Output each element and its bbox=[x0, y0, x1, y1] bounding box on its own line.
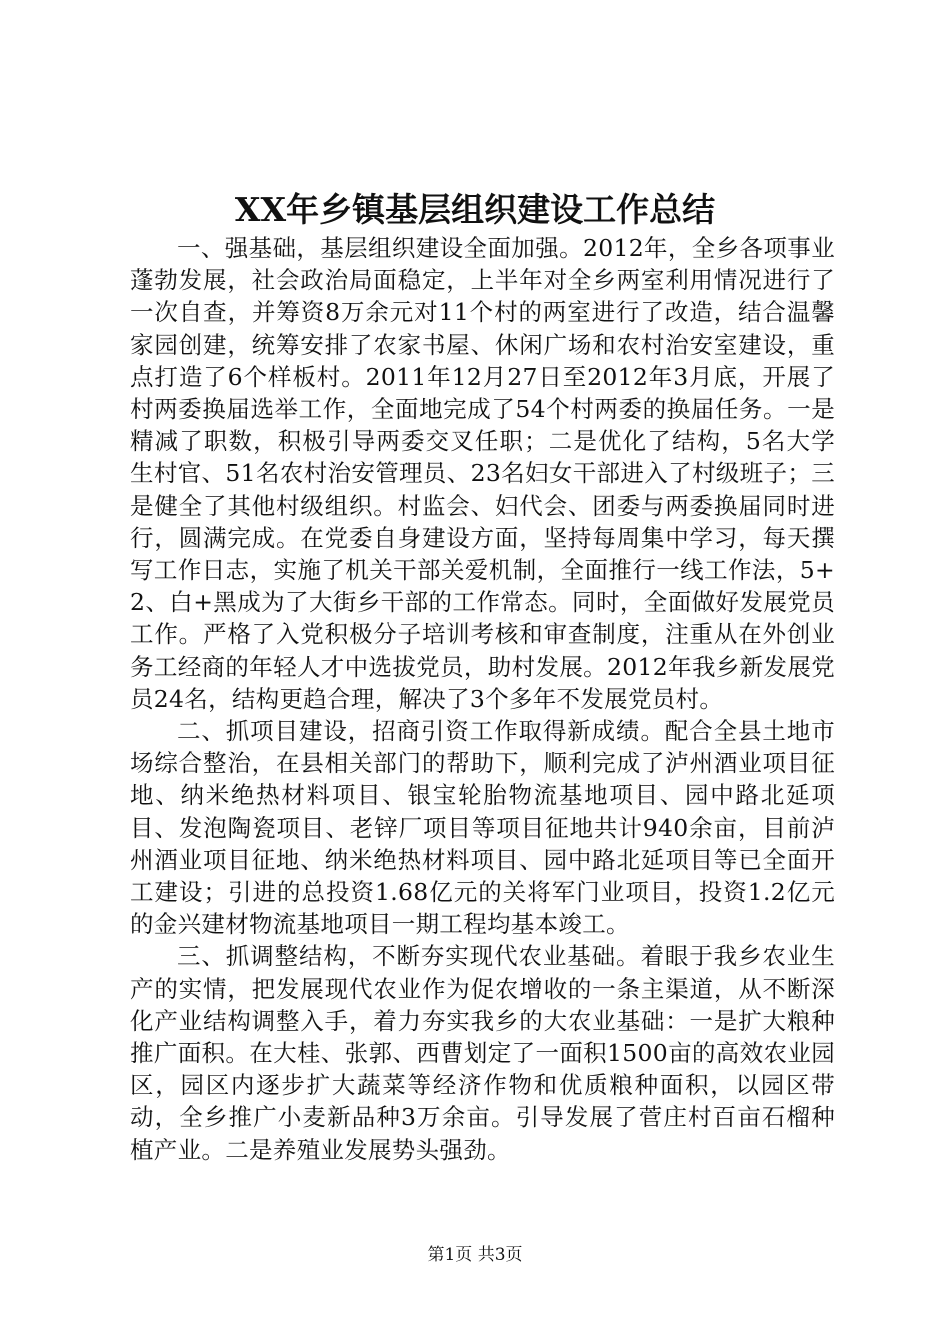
page-footer: 第1页 共3页 bbox=[427, 1245, 523, 1265]
document-body bbox=[130, 232, 835, 1166]
paragraph-2: 二、抓项目建设，招商引资工作取得新成绩。配合全县土地市场综合整治，在县相关部门的帮助下，顺利完成了泸州酒业项目征地、纳米绝热材料项目、银宝轮胎物流基地项目、园中路北延项目、发泡陶瓷项目、老锌厂项目等项目征地共计940余亩，目前泸州酒业项目征地、纳米绝热材料项目、园中路北延项目等已全面开工建设；引进的总投资1.68亿元的关将军门业项目，投资1.2亿元的金兴建材物流基地项目一期工程均基本竣工。 bbox=[130, 717, 835, 939]
document-title: XX年乡镇基层组织建设工作总结 bbox=[234, 190, 716, 229]
paragraph-1: 一、强基础，基层组织建设全面加强。2012年，全乡各项事业蓬勃发展，社会政治局面稳定，上半年对全乡两室利用情况进行了一次自查，并筹资8万余元对11个村的两室进行了改造，结合温馨家园创建，统筹安排了农家书屋、休闲广场和农村治安室建设，重点打造了6个样板村。2011年12月27日至2012年3月底，开展了村两委换届选举工作，全面地完成了54个村两委的换届任务。一是精减了职数，积极引导两委交叉任职；二是优化了结构，5名大学生村官、51名农村治安管理员、23名妇女干部进入了村级班子；三是健全了其他村级组织。村监会、妇代会、团委与两委换届同时进行，圆满完成。在党委自身建设方面，坚持每周集中学习，每天撰写工作日志，实施了机关干部关爱机制，全面推行一线工作法，5+2、白+黑成为了大街乡干部的工作常态。同时，全面做好发展党员工作。严格了入党积极分子培训考核和审查制度，注重从在外创业务工经商的年轻人才中选拔党员，助村发展。2012年我乡新发展党员24名，结构更趋合理，解决了3个多年不发展党员村。 bbox=[130, 234, 835, 713]
paragraph-3: 三、抓调整结构，不断夯实现代农业基础。着眼于我乡农业生产的实情，把发展现代农业作为促农增收的一条主渠道，从不断深化产业结构调整入手，着力夯实我乡的大农业基础：一是扩大粮种推广面积。在大桂、张郭、西曹划定了一面积1500亩的高效农业园区，园区内逐步扩大蔬菜等经济作物和优质粮种面积，以园区带动，全乡推广小麦新品种3万余亩。引导发展了菅庄村百亩石榴种植产业。二是养殖业发展势头强劲。 bbox=[130, 942, 835, 1164]
